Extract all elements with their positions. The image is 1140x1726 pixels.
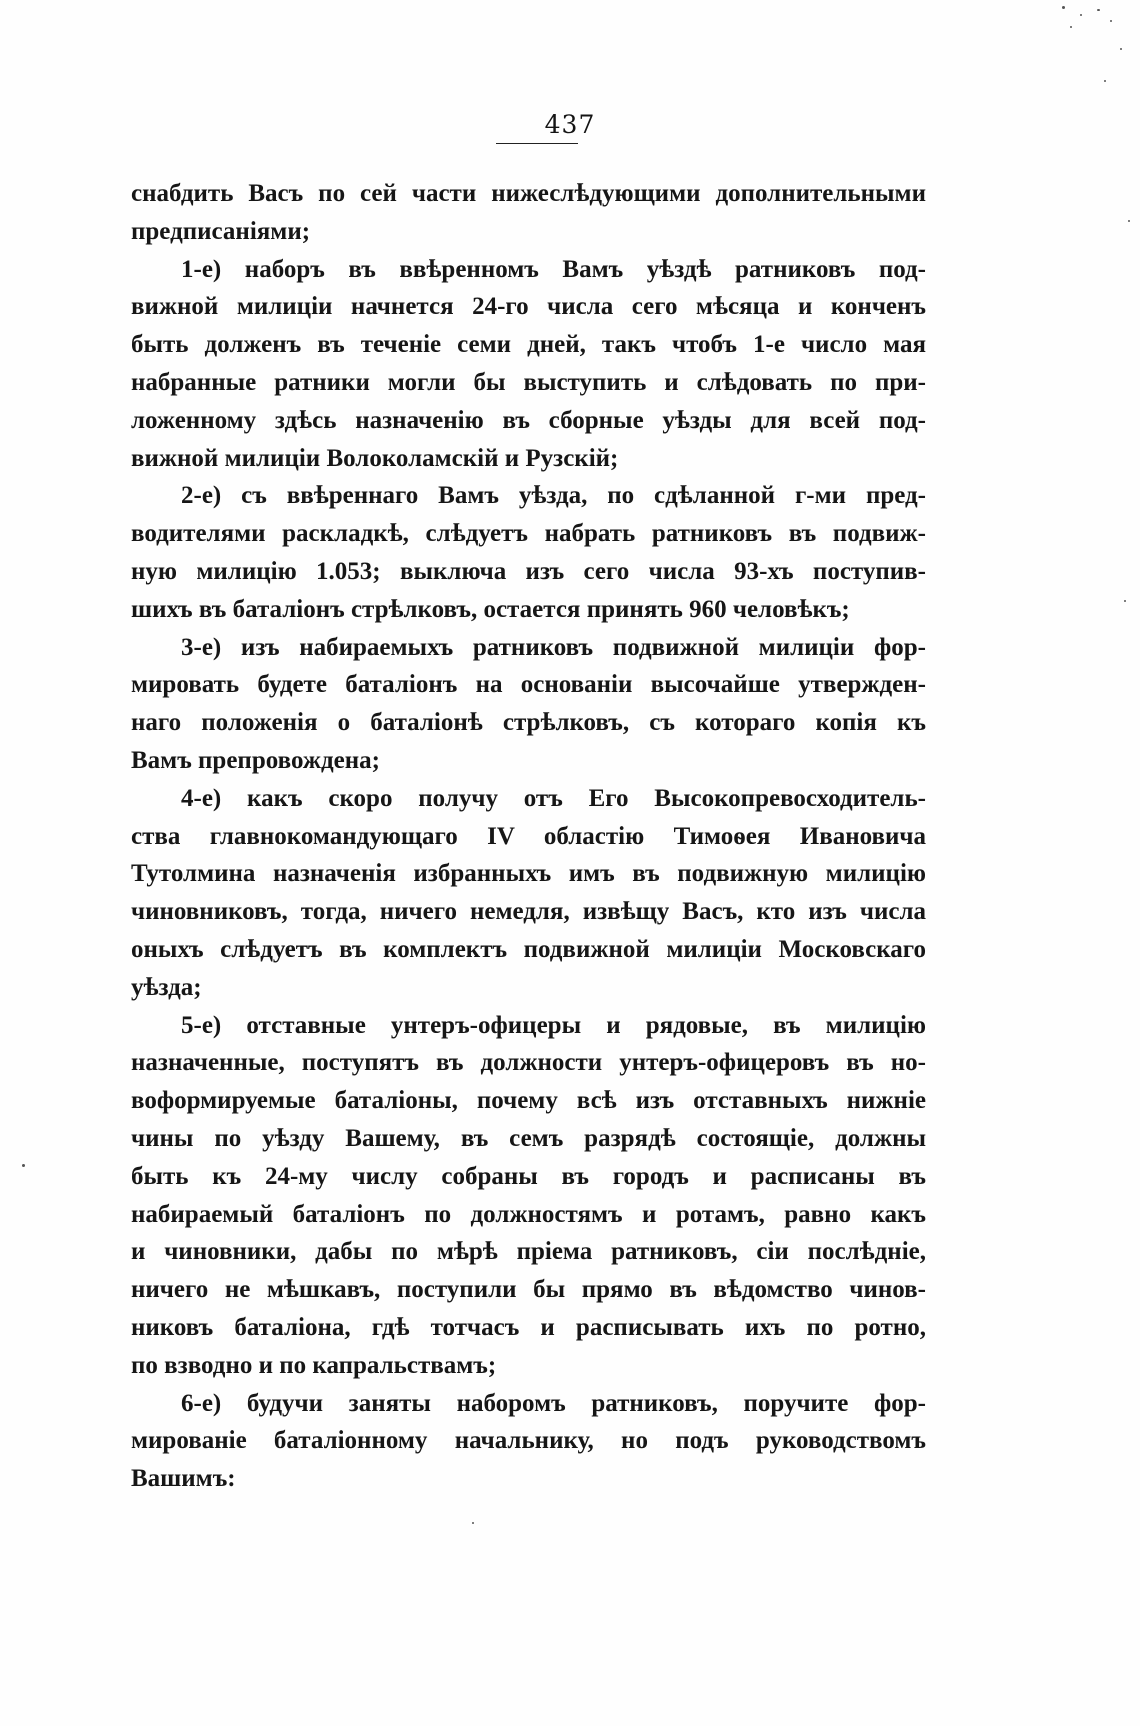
text-line: чиновниковъ, тогда, ничего немедля, извѣщу Васъ, кто изъ числа — [131, 898, 926, 926]
text-line: ную милицію 1.053; выключа изъ сего числа 93-хъ поступив- — [131, 557, 926, 585]
page-number: 437 — [544, 110, 596, 139]
text-line: по взводно и по капральствамъ; — [131, 1351, 497, 1379]
scan-speck — [22, 1164, 25, 1167]
text-line: предписаніями; — [131, 217, 311, 245]
text-line: быть долженъ въ теченіе семи дней, такъ чтобъ 1-е число мая — [131, 331, 926, 359]
page-number-rule — [496, 143, 578, 144]
scan-speck — [1080, 14, 1082, 16]
text-line: 4-е) какъ скоро получу отъ Его Высокопревосходитель- — [181, 784, 926, 812]
text-line: 3-е) изъ набираемыхъ ратниковъ подвижной милиціи фор- — [181, 633, 926, 661]
text-line: мированіе баталіонному начальнику, но подъ руководствомъ — [131, 1427, 926, 1455]
text-line: Тутолмина назначенія избранныхъ имъ въ подвижную милицію — [131, 860, 926, 888]
text-line: шихъ въ баталіонъ стрѣлковъ, остается принять 960 человѣкъ; — [131, 595, 850, 623]
scan-speck — [1110, 20, 1112, 22]
scan-speck — [1097, 9, 1100, 11]
body-text — [131, 175, 926, 1498]
scan-speck — [1120, 48, 1122, 50]
text-line: 2-е) съ ввѣреннаго Вамъ уѣзда, по сдѣланной г-ми пред- — [181, 482, 926, 510]
text-line: воформируемые баталіоны, почему всѣ изъ отставныхъ нижніе — [131, 1087, 926, 1115]
scan-speck — [1104, 80, 1106, 82]
text-line: Вашимъ: — [131, 1465, 236, 1493]
scan-speck — [1070, 26, 1072, 28]
text-line: оныхъ слѣдуетъ въ комплектъ подвижной милиціи Московскаго — [131, 935, 926, 963]
text-line: мировать будете баталіонъ на основаніи высочайше утвержден- — [131, 671, 926, 699]
text-line: назначенные, поступятъ въ должности унтеръ-офицеровъ въ но- — [131, 1049, 926, 1077]
scan-speck — [1124, 600, 1126, 602]
text-line: и чиновники, дабы по мѣрѣ пріема ратниковъ, сіи послѣдніе, — [131, 1238, 926, 1266]
text-line: ства главнокомандующаго IV областію Тимоѳея Ивановича — [131, 822, 926, 850]
scan-speck — [1128, 220, 1130, 222]
text-line: наго положенія о баталіонѣ стрѣлковъ, съ котораго копія къ — [131, 709, 926, 737]
text-line: 6-е) будучи заняты наборомъ ратниковъ, поручите фор- — [181, 1389, 926, 1417]
scan-speck — [1062, 6, 1065, 9]
text-line: водителями раскладкѣ, слѣдуетъ набрать ратниковъ въ подвиж- — [131, 520, 926, 548]
text-line: уѣзда; — [131, 973, 202, 1001]
text-line: набираемый баталіонъ по должностямъ и ротамъ, равно какъ — [131, 1200, 926, 1228]
text-line: ложенному здѣсь назначенію въ сборные уѣзды для всей под- — [131, 406, 926, 434]
scan-speck — [472, 1522, 474, 1524]
text-line: быть къ 24-му числу собраны въ городъ и расписаны въ — [131, 1162, 926, 1190]
text-line: 1-е) наборъ въ ввѣренномъ Вамъ уѣздѣ ратниковъ под- — [181, 255, 926, 283]
text-line: никовъ баталіона, гдѣ тотчасъ и расписывать ихъ по ротно, — [131, 1313, 926, 1341]
text-line: Вамъ препровождена; — [131, 746, 380, 774]
text-line: 5-е) отставные унтеръ-офицеры и рядовые, въ милицію — [181, 1011, 926, 1039]
text-line: снабдить Васъ по сей части нижеслѣдующими дополнительными — [131, 180, 926, 207]
text-line: вижной милиціи Волоколамскій и Рузскій; — [131, 444, 619, 472]
text-line: набранные ратники могли бы выступить и слѣдовать по при- — [131, 368, 926, 396]
text-line: ничего не мѣшкавъ, поступили бы прямо въ вѣдомство чинов- — [131, 1276, 926, 1304]
text-line: чины по уѣзду Вашему, въ семъ разрядѣ состоящіе, должны — [131, 1124, 926, 1152]
text-line: вижной милиціи начнется 24-го числа сего мѣсяца и конченъ — [131, 293, 926, 321]
